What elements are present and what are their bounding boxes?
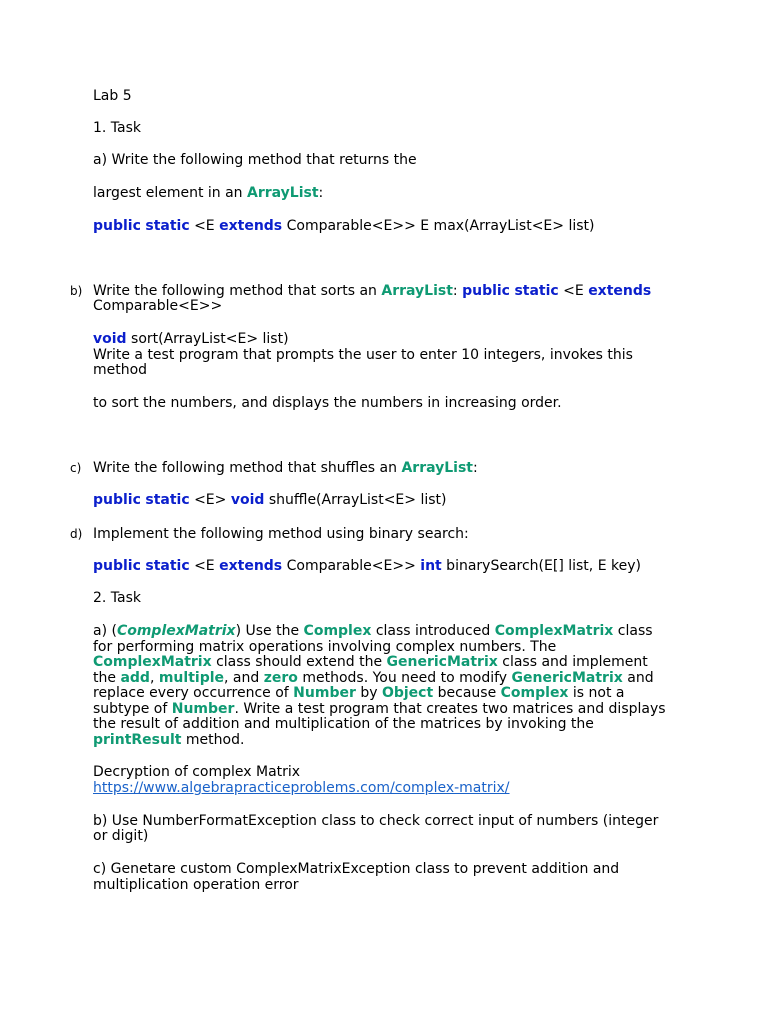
type-name: ComplexMatrix [494,623,614,639]
text: class should extend the [211,654,387,670]
reference-link-line [93,780,510,796]
keyword: extends [588,283,652,299]
text: replace every occurrence of [93,685,294,701]
task2-heading: 2. Task [93,590,142,606]
task1a-signature [93,218,594,234]
method-name: multiple [158,670,225,686]
decryption-label: Decryption of complex Matrix [93,764,301,780]
keyword: public [93,558,141,574]
task1-heading: 1. Task [93,120,142,136]
task1a-line2 [93,185,323,201]
code-text: <E [558,283,589,299]
keyword: void [93,331,127,347]
text: because [433,685,501,701]
task2a-line1 [93,623,653,639]
text: the [93,670,121,686]
method-name: add [120,670,150,686]
text: class and implement [497,654,648,670]
list-marker-d: d) [70,527,83,541]
task1d-signature [93,558,641,574]
task2a-line5 [93,685,625,701]
text: , and [224,670,264,686]
text: Write the following method that shuffles an [93,460,402,476]
keyword: void [230,492,265,508]
code-text: <E [189,558,220,574]
code-text: Comparable<E>> E max(ArrayList<E> list) [282,218,595,234]
text: class [613,623,653,639]
task1b-line1 [93,283,651,299]
task1c-signature [93,492,446,508]
method-name: zero [263,670,298,686]
text: : [452,283,463,299]
task2a-line8 [93,732,244,748]
text: and [622,670,654,686]
text: a) ( [93,623,117,639]
code-text: Comparable<E>> [282,558,421,574]
type-name: Object [381,685,434,701]
task1b-line2: Comparable<E>> [93,298,223,314]
task1b-line5: method [93,362,148,378]
keyword: public [462,283,510,299]
task1b-signature [93,331,289,347]
task2a-line6 [93,701,666,717]
keyword: static [514,283,559,299]
type-name: Number [293,685,356,701]
task2a-line3 [93,654,648,670]
keyword: static [145,218,190,234]
keyword: extends [219,218,283,234]
type-name: Complex [303,623,372,639]
task2b-line1: b) Use NumberFormatException class to check correct input of numbers (integer [93,813,659,829]
text: method. [181,732,245,748]
keyword: static [145,558,190,574]
text: : [473,460,478,476]
type-name: Number [171,701,235,717]
type-name: ArrayList [381,283,453,299]
text: . Write a test program that creates two matrices and displays [234,701,666,717]
complex-matrix-link[interactable]: https://www.algebrapracticeproblems.com/complex-matrix/ [93,780,510,796]
code-text: <E> [189,492,231,508]
task1b-line4: Write a test program that prompts the user to enter 10 integers, invokes this [93,347,633,363]
keyword: public [93,218,141,234]
code-text: binarySearch(E[] list, E key) [441,558,641,574]
text: , [149,670,159,686]
task2c-line2: multiplication operation error [93,877,299,893]
text: Write the following method that sorts an [93,283,382,299]
code-text: sort(ArrayList<E> list) [126,331,289,347]
task1c-line1 [93,460,478,476]
task1a-line1: a) Write the following method that returns the [93,152,417,168]
type-name: Complex [500,685,569,701]
task2b-line2: or digit) [93,828,149,844]
lab-title: Lab 5 [93,88,132,104]
text: is not a [568,685,625,701]
method-name: printResult [93,732,182,748]
task2a-line7: the result of addition and multiplication of the matrices by invoking the [93,716,594,732]
task1d-line1: Implement the following method using binary search: [93,526,469,542]
text: methods. You need to modify [297,670,512,686]
keyword: int [420,558,442,574]
type-name: ComplexMatrix [116,623,236,639]
type-name: ComplexMatrix [93,654,212,670]
text: subtype of [93,701,172,717]
type-name: ArrayList [247,185,319,201]
task1b-line6: to sort the numbers, and displays the numbers in increasing order. [93,395,562,411]
text: largest element in an [93,185,248,201]
list-marker-c: c) [70,461,82,475]
text: class introduced [371,623,495,639]
type-name: GenericMatrix [386,654,498,670]
task2a-line2: for performing matrix operations involving complex numbers. The [93,639,557,655]
type-name: GenericMatrix [511,670,623,686]
type-name: ArrayList [401,460,473,476]
keyword: static [145,492,190,508]
text: : [318,185,324,201]
keyword: extends [219,558,283,574]
code-text: shuffle(ArrayList<E> list) [264,492,447,508]
task2c-line1: c) Genetare custom ComplexMatrixException class to prevent addition and [93,861,620,877]
text: ) Use the [235,623,304,639]
code-text: <E [189,218,220,234]
list-marker-b: b) [70,284,83,298]
task2a-line4 [93,670,654,686]
text: by [355,685,382,701]
keyword: public [93,492,141,508]
